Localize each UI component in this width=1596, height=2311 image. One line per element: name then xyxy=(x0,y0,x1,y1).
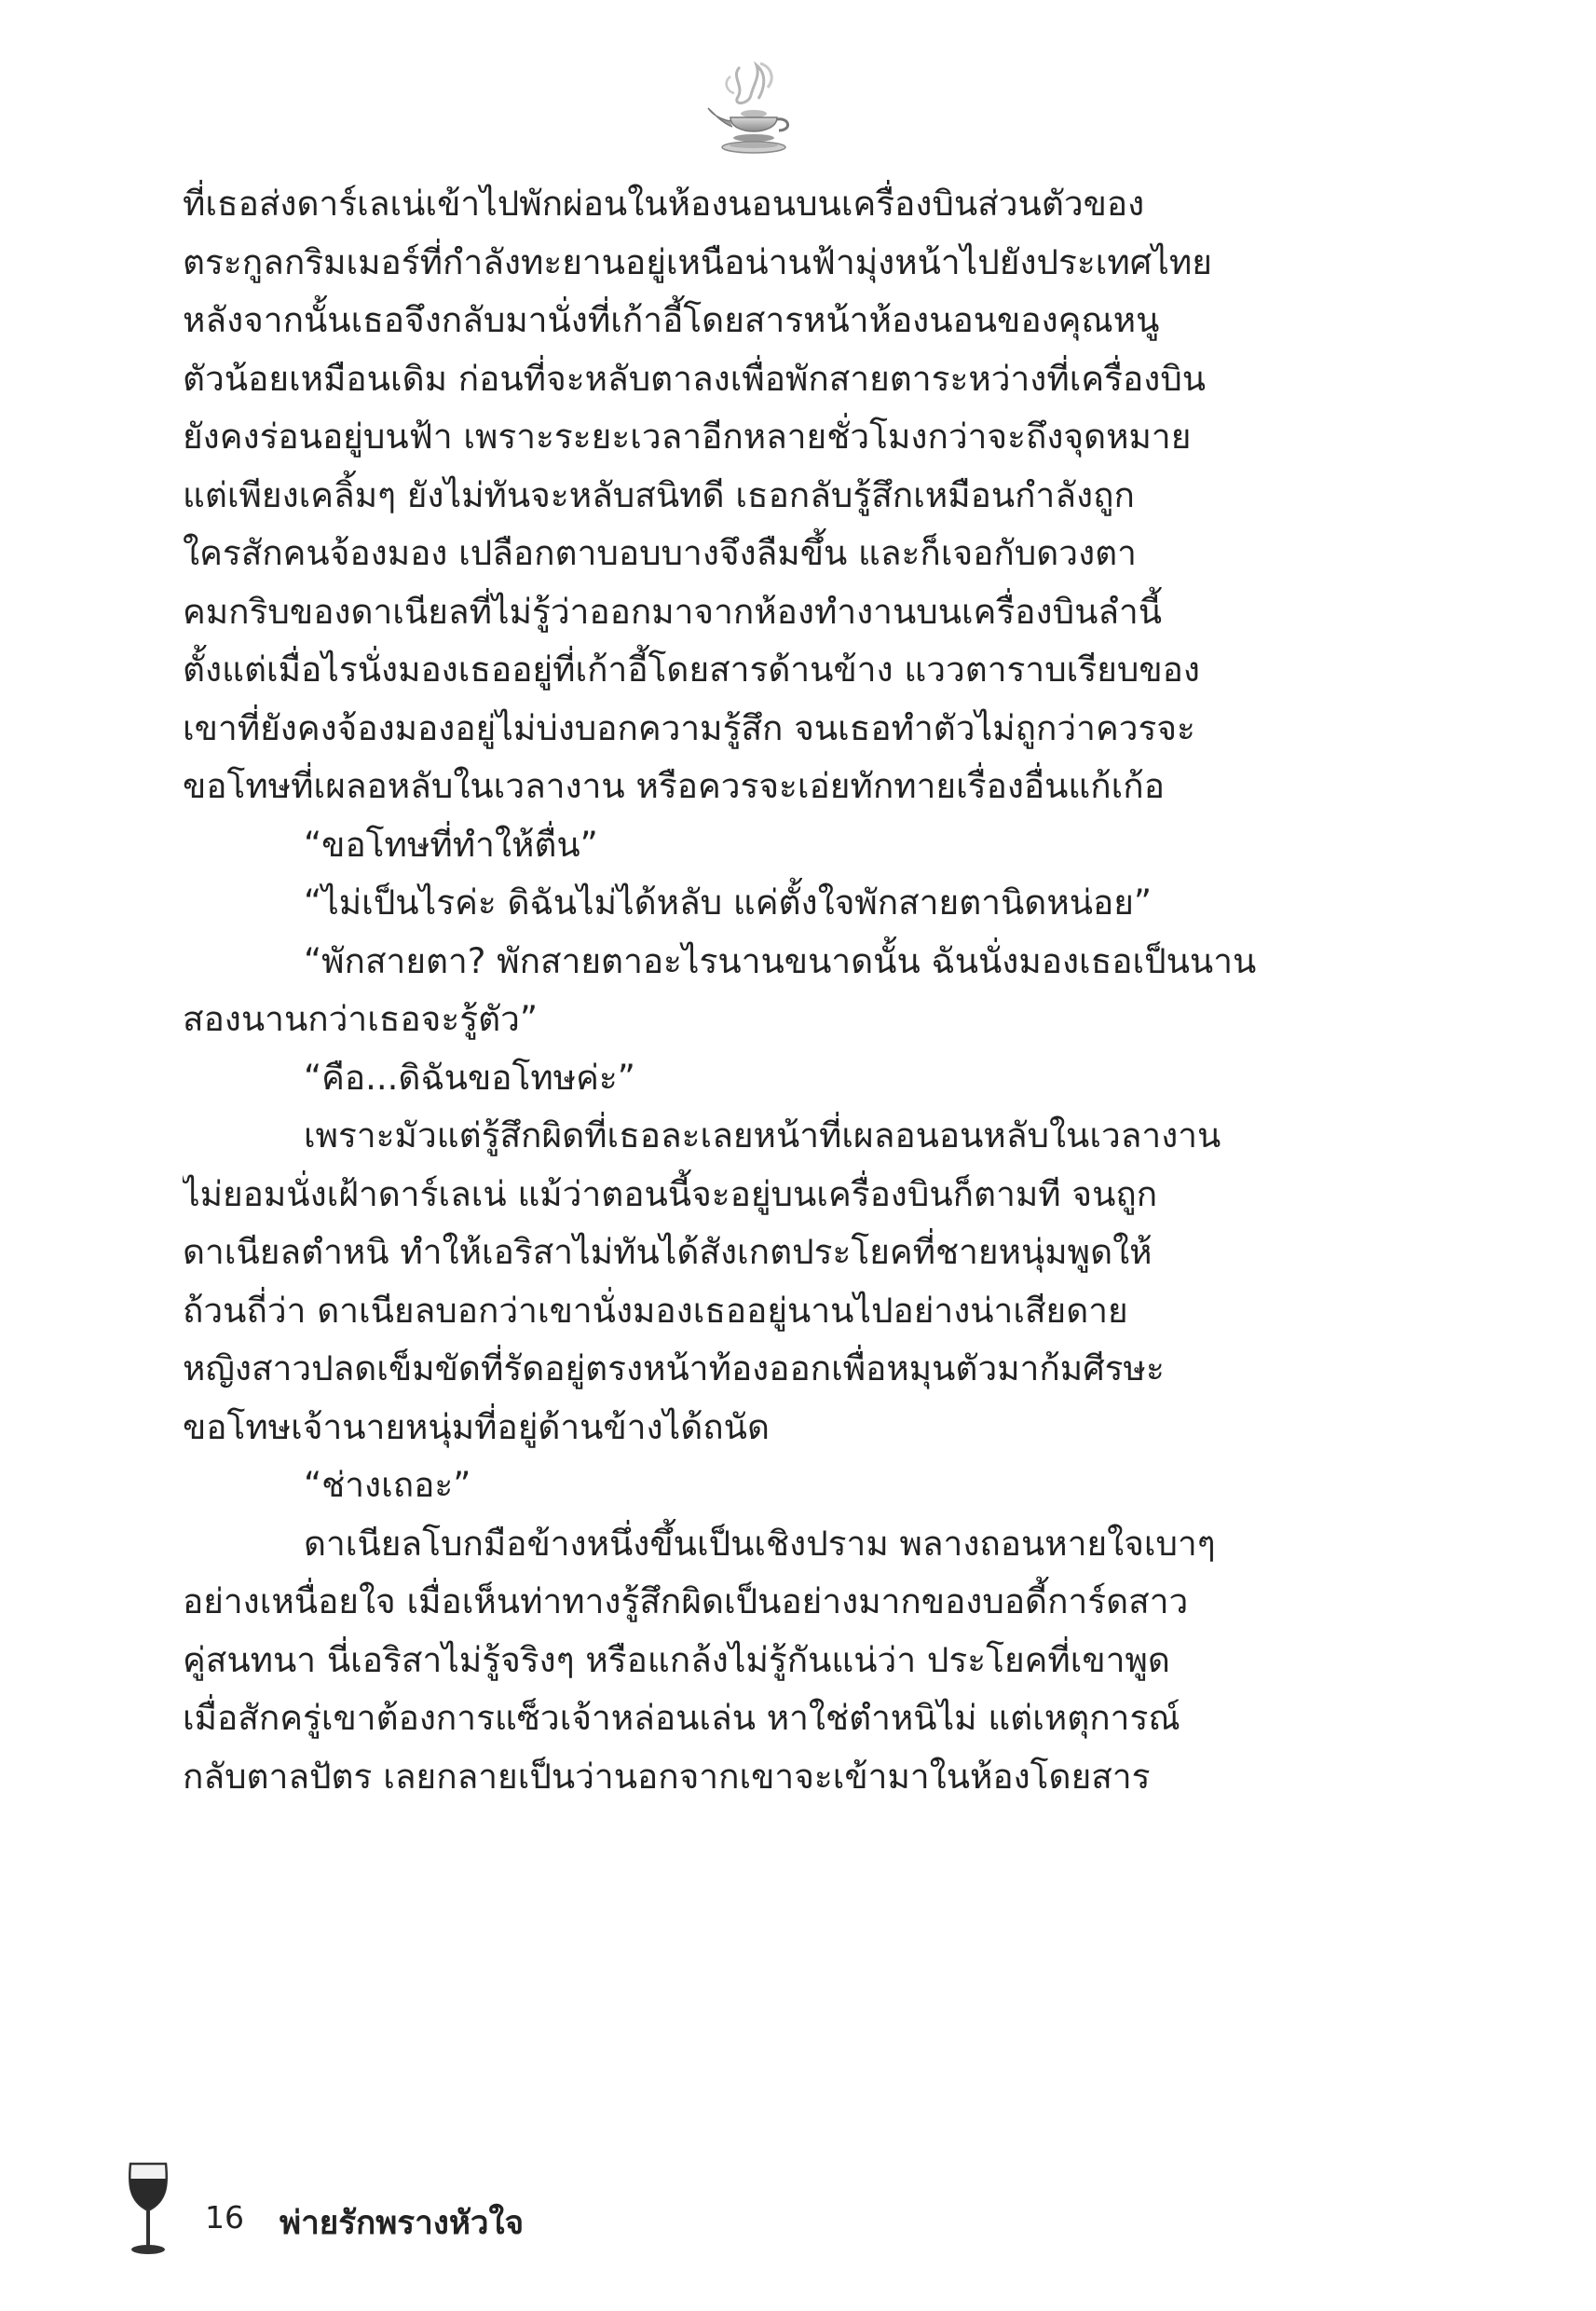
text-line: ขอโทษเจ้านายหนุ่มที่อยู่ด้านข้างได้ถนัด xyxy=(183,1406,770,1447)
text-line: กลับตาลปัตร เลยกลายเป็นว่านอกจากเขาจะเข้ามาในห้องโดยสาร xyxy=(183,1756,1151,1797)
text-line: เพราะมัวแต่รู้สึกผิดที่เธอละเลยหน้าที่เผลอนอนหลับในเวลางาน xyxy=(304,1115,1221,1156)
text-line: ตระกูลกริมเมอร์ที่กำลังทะยานอยู่เหนือน่านฟ้ามุ่งหน้าไปยังประเทศไทย xyxy=(183,241,1212,282)
book-title: พ่ายรักพรางหัวใจ xyxy=(280,2205,525,2242)
text-line: หลังจากนั้นเธอจึงกลับมานั่งที่เก้าอี้โดยสารหน้าห้องนอนของคุณหนู xyxy=(183,300,1160,340)
body-text xyxy=(183,175,1329,2113)
teapot-genie-icon xyxy=(703,58,799,160)
text-line: ถ้วนถี่ว่า ดาเนียลบอกว่าเขานั่งมองเธออยู่นานไปอย่างน่าเสียดาย xyxy=(183,1290,1128,1331)
text-line: อย่างเหนื่อยใจ เมื่อเห็นท่าทางรู้สึกผิดเป็นอย่างมากของบอดี้การ์ดสาว xyxy=(183,1581,1189,1621)
text-line: เขาที่ยังคงจ้องมองอยู่ไม่บ่งบอกความรู้สึก จนเธอทำตัวไม่ถูกว่าควรจะ xyxy=(183,707,1195,748)
text-line: ดาเนียลโบกมือข้างหนึ่งขึ้นเป็นเชิงปราม พลางถอนหายใจเบาๆ xyxy=(304,1523,1216,1564)
text-line: ขอโทษที่เผลอหลับในเวลางาน หรือควรจะเอ่ยทักทายเรื่องอื่นแก้เก้อ xyxy=(183,766,1165,806)
text-line: คมกริบของดาเนียลที่ไม่รู้ว่าออกมาจากห้องทำงานบนเครื่องบินลำนี้ xyxy=(183,591,1163,632)
text-line: เมื่อสักครู่เขาต้องการแซ็วเจ้าหล่อนเล่น หาใช่ตำหนิไม่ แต่เหตุการณ์ xyxy=(183,1698,1180,1738)
page-number: 16 xyxy=(205,2199,244,2236)
text-line: สองนานกว่าเธอจะรู้ตัว” xyxy=(183,999,539,1039)
text-line: ยังคงร่อนอยู่บนฟ้า เพราะระยะเวลาอีกหลายชั่วโมงกว่าจะถึงจุดหมาย xyxy=(183,417,1192,457)
text-line: “ช่างเถอะ” xyxy=(304,1465,471,1505)
wine-glass-icon xyxy=(121,2160,175,2261)
text-line: ไม่ยอมนั่งเฝ้าดาร์เลเน่ แม้ว่าตอนนี้จะอยู่บนเครื่องบินก็ตามที จนถูก xyxy=(183,1173,1158,1214)
text-line: “พักสายตา? พักสายตาอะไรนานขนาดนั้น ฉันนั่งมองเธอเป็นนาน xyxy=(304,940,1257,981)
text-line: ใครสักคนจ้องมอง เปลือกตาบอบบางจึงลืมขึ้น และก็เจอกับดวงตา xyxy=(183,533,1137,573)
text-line: “ไม่เป็นไรค่ะ ดิฉันไม่ได้หลับ แค่ตั้งใจพักสายตานิดหน่อย” xyxy=(304,882,1153,923)
text-line: “คือ...ดิฉันขอโทษค่ะ” xyxy=(304,1057,635,1098)
text-line: ดาเนียลตำหนิ ทำให้เอริสาไม่ทันได้สังเกตประโยคที่ชายหนุ่มพูดให้ xyxy=(183,1232,1153,1272)
text-line: ที่เธอส่งดาร์เลเน่เข้าไปพักผ่อนในห้องนอนบนเครื่องบินส่วนตัวของ xyxy=(183,184,1145,224)
text-line: แต่เพียงเคลิ้มๆ ยังไม่ทันจะหลับสนิทดี เธอกลับรู้สึกเหมือนกำลังถูก xyxy=(183,474,1135,515)
page-footer xyxy=(121,2160,773,2263)
text-line: ตัวน้อยเหมือนเดิม ก่อนที่จะหลับตาลงเพื่อพักสายตาระหว่างที่เครื่องบิน xyxy=(183,358,1207,399)
text-line: “ขอโทษที่ทำให้ตื่น” xyxy=(304,824,598,865)
text-line: ตั้งแต่เมื่อไรนั่งมองเธออยู่ที่เก้าอี้โดยสารด้านข้าง แววตาราบเรียบของ xyxy=(183,650,1200,690)
text-line: คู่สนทนา นี่เอริสาไม่รู้จริงๆ หรือแกล้งไม่รู้กันแน่ว่า ประโยคที่เขาพูด xyxy=(183,1639,1170,1680)
text-line: หญิงสาวปลดเข็มขัดที่รัดอยู่ตรงหน้าท้องออกเพื่อหมุนตัวมาก้มศีรษะ xyxy=(183,1348,1165,1388)
